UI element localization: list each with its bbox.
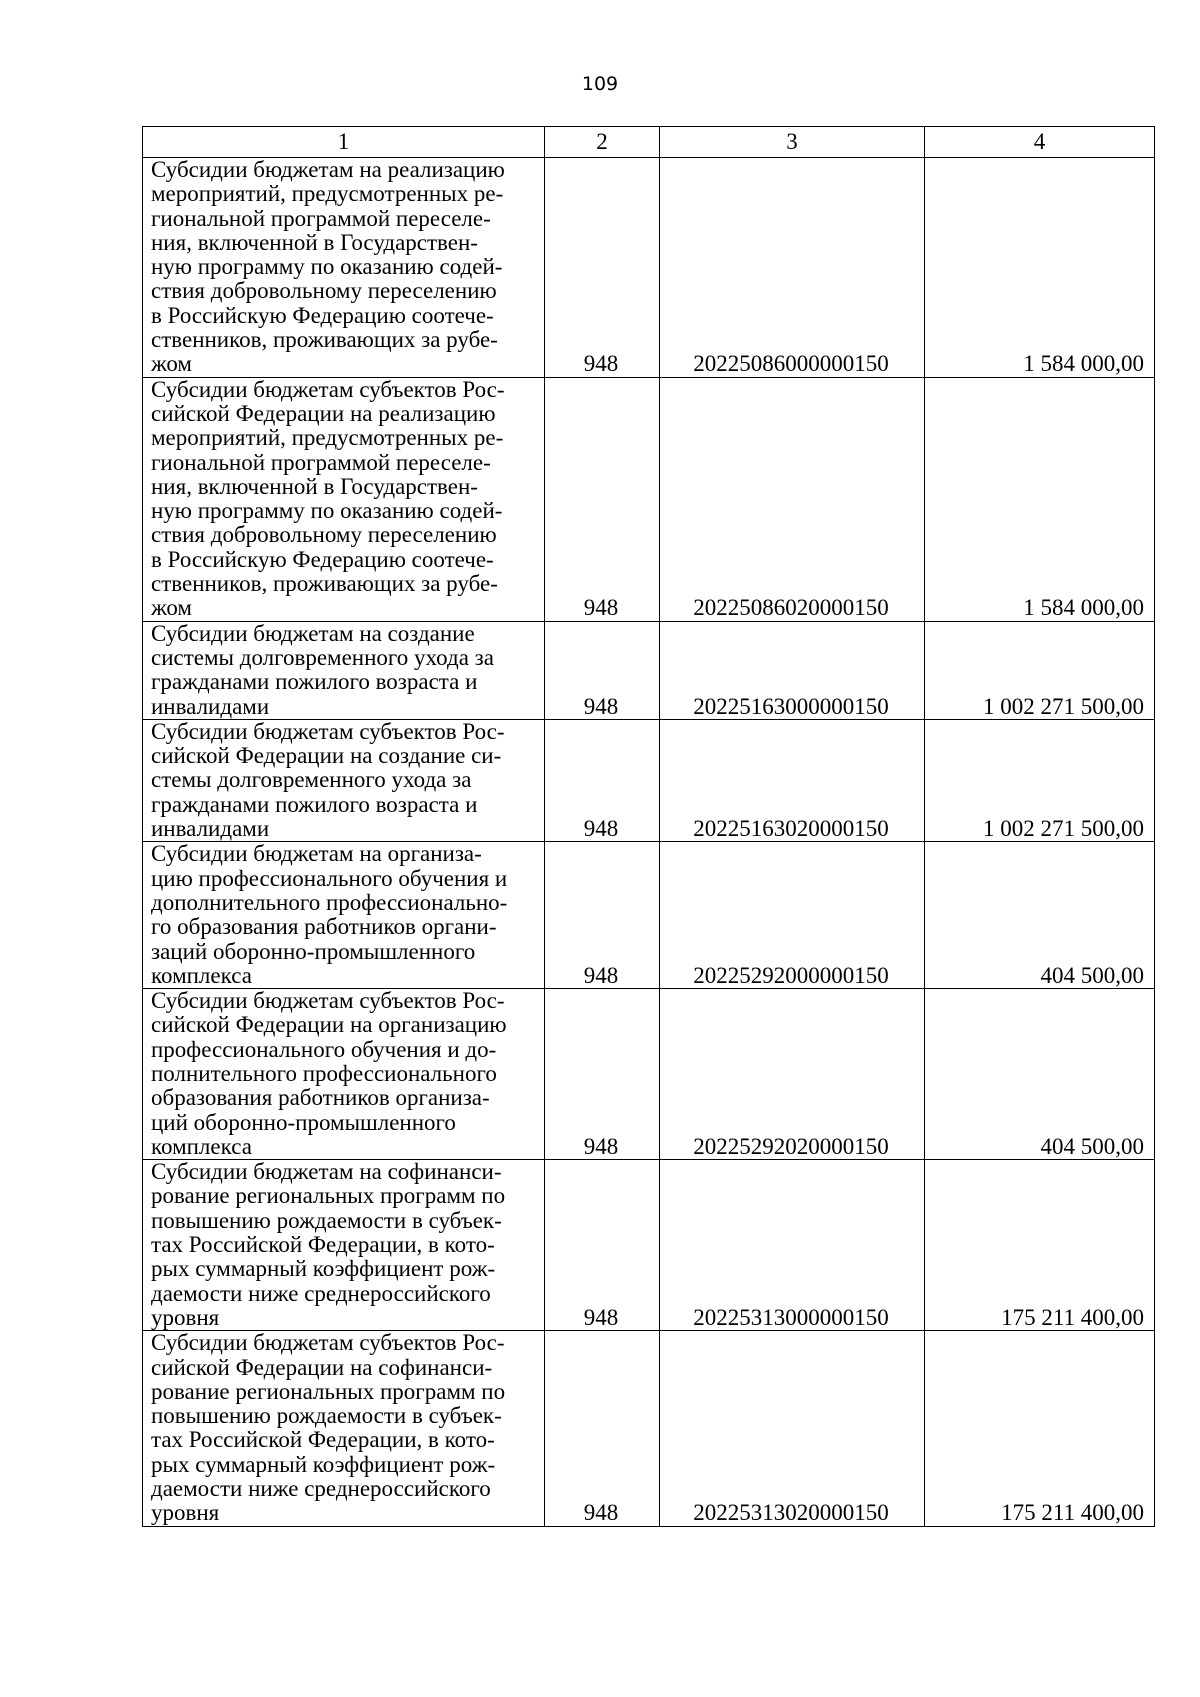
description-line: комплекса [151, 962, 252, 988]
description-line: сийской Федерации на реализацию [151, 400, 496, 426]
amount-cell: 1 002 271 500,00 [925, 621, 1155, 719]
description-line: ния, включенной в Государствен- [151, 473, 478, 499]
description-line: жом [151, 595, 192, 621]
description-line: Субсидии бюджетам субъектов Рос- [151, 718, 505, 744]
table-row [143, 158, 1155, 378]
description-line: ния, включенной в Государствен- [151, 229, 478, 255]
table-row [143, 989, 1155, 1160]
budget-code-cell: 20225313020000150 [660, 1331, 925, 1526]
description-line: повышению рождаемости в субъек- [151, 1403, 502, 1429]
description-line: цию профессионального обучения и [151, 865, 508, 891]
description-line: заций оборонно-промышленного [151, 938, 476, 964]
description-line: тах Российской Федерации, в кото- [151, 1232, 495, 1258]
description-line: сийской Федерации на создание си- [151, 743, 502, 769]
description-line: инвалидами [151, 816, 270, 842]
description-line: рых суммарный коэффициент рож- [151, 1451, 496, 1477]
column-header-4: 4 [925, 127, 1155, 158]
description-line: ствия добровольному переселению [151, 278, 497, 304]
admin-code-cell: 948 [545, 1331, 660, 1526]
description-line: ствия добровольному переселению [151, 522, 497, 548]
description-line: гиональной программой переселе- [151, 449, 491, 475]
description-line: мероприятий, предусмотренных ре- [151, 425, 504, 451]
budget-code-cell: 20225086020000150 [660, 377, 925, 621]
table-row [143, 1331, 1155, 1526]
description-line: го образования работников органи- [151, 914, 497, 940]
description-line: рых суммарный коэффициент рож- [151, 1256, 496, 1282]
budget-table [142, 126, 1155, 1527]
description-line: системы долговременного ухода за [151, 644, 494, 670]
description-line: гражданами пожилого возраста и [151, 669, 478, 695]
description-line: даемости ниже среднероссийского [151, 1476, 491, 1502]
description-line: гиональной программой переселе- [151, 205, 491, 231]
table-header-row [143, 127, 1155, 158]
description-line: повышению рождаемости в субъек- [151, 1207, 502, 1233]
admin-code-cell: 948 [545, 158, 660, 378]
budget-code-cell: 20225292020000150 [660, 989, 925, 1160]
row-description [143, 989, 545, 1160]
budget-code-cell: 20225086000000150 [660, 158, 925, 378]
amount-cell: 404 500,00 [925, 842, 1155, 989]
amount-cell: 404 500,00 [925, 989, 1155, 1160]
description-line: Субсидии бюджетам на реализацию [151, 157, 505, 182]
description-line: жом [151, 351, 192, 377]
description-line: Субсидии бюджетам на софинанси- [151, 1159, 502, 1185]
description-line: уровня [151, 1500, 220, 1526]
description-line: сийской Федерации на софинанси- [151, 1354, 493, 1380]
row-description [143, 842, 545, 989]
admin-code-cell: 948 [545, 377, 660, 621]
table-body [143, 127, 1155, 1527]
description-line: дополнительного профессионально- [151, 889, 508, 915]
admin-code-cell: 948 [545, 719, 660, 841]
description-line: рование региональных программ по [151, 1183, 506, 1209]
description-line: ную программу по оказанию содей- [151, 498, 503, 524]
description-line: Субсидии бюджетам субъектов Рос- [151, 1330, 505, 1356]
description-line: ственников, проживающих за рубе- [151, 571, 498, 597]
description-line: Субсидии бюджетам на создание [151, 620, 475, 646]
column-header-3: 3 [660, 127, 925, 158]
description-line: в Российскую Федерацию соотече- [151, 302, 494, 328]
description-line: уровня [151, 1304, 220, 1330]
column-header-2: 2 [545, 127, 660, 158]
row-description [143, 621, 545, 719]
description-line: образования работников организа- [151, 1085, 490, 1111]
admin-code-cell: 948 [545, 842, 660, 989]
description-line: Субсидии бюджетам субъектов Рос- [151, 988, 505, 1014]
description-line: комплекса [151, 1133, 252, 1159]
table-row [143, 1160, 1155, 1331]
column-header-1: 1 [143, 127, 545, 158]
table-row [143, 621, 1155, 719]
amount-cell: 1 584 000,00 [925, 158, 1155, 378]
description-line: тах Российской Федерации, в кото- [151, 1427, 495, 1453]
budget-code-cell: 20225163020000150 [660, 719, 925, 841]
description-line: гражданами пожилого возраста и [151, 791, 478, 817]
description-line: в Российскую Федерацию соотече- [151, 546, 494, 572]
admin-code-cell: 948 [545, 621, 660, 719]
row-description [143, 1331, 545, 1526]
description-line: Субсидии бюджетам субъектов Рос- [151, 376, 505, 402]
table-row [143, 842, 1155, 989]
admin-code-cell: 948 [545, 989, 660, 1160]
row-description [143, 377, 545, 621]
description-line: ций оборонно-промышленного [151, 1109, 456, 1135]
amount-cell: 1 002 271 500,00 [925, 719, 1155, 841]
row-description [143, 719, 545, 841]
budget-code-cell: 20225313000000150 [660, 1160, 925, 1331]
description-line: стемы долговременного ухода за [151, 767, 472, 793]
table-row [143, 719, 1155, 841]
budget-code-cell: 20225292000000150 [660, 842, 925, 989]
amount-cell: 1 584 000,00 [925, 377, 1155, 621]
row-description [143, 158, 545, 378]
description-line: инвалидами [151, 693, 270, 719]
amount-cell: 175 211 400,00 [925, 1160, 1155, 1331]
description-line: мероприятий, предусмотренных ре- [151, 181, 504, 207]
description-line: даемости ниже среднероссийского [151, 1280, 491, 1306]
description-line: Субсидии бюджетам на организа- [151, 841, 482, 867]
description-line: сийской Федерации на организацию [151, 1012, 507, 1038]
admin-code-cell: 948 [545, 1160, 660, 1331]
description-line: ственников, проживающих за рубе- [151, 327, 498, 353]
amount-cell: 175 211 400,00 [925, 1331, 1155, 1526]
row-description [143, 1160, 545, 1331]
description-line: ную программу по оказанию содей- [151, 254, 503, 280]
table-row [143, 377, 1155, 621]
description-line: полнительного профессионального [151, 1060, 497, 1086]
budget-code-cell: 20225163000000150 [660, 621, 925, 719]
description-line: рование региональных программ по [151, 1378, 506, 1404]
page-number: 109 [581, 73, 619, 95]
description-line: профессионального обучения и до- [151, 1036, 497, 1062]
